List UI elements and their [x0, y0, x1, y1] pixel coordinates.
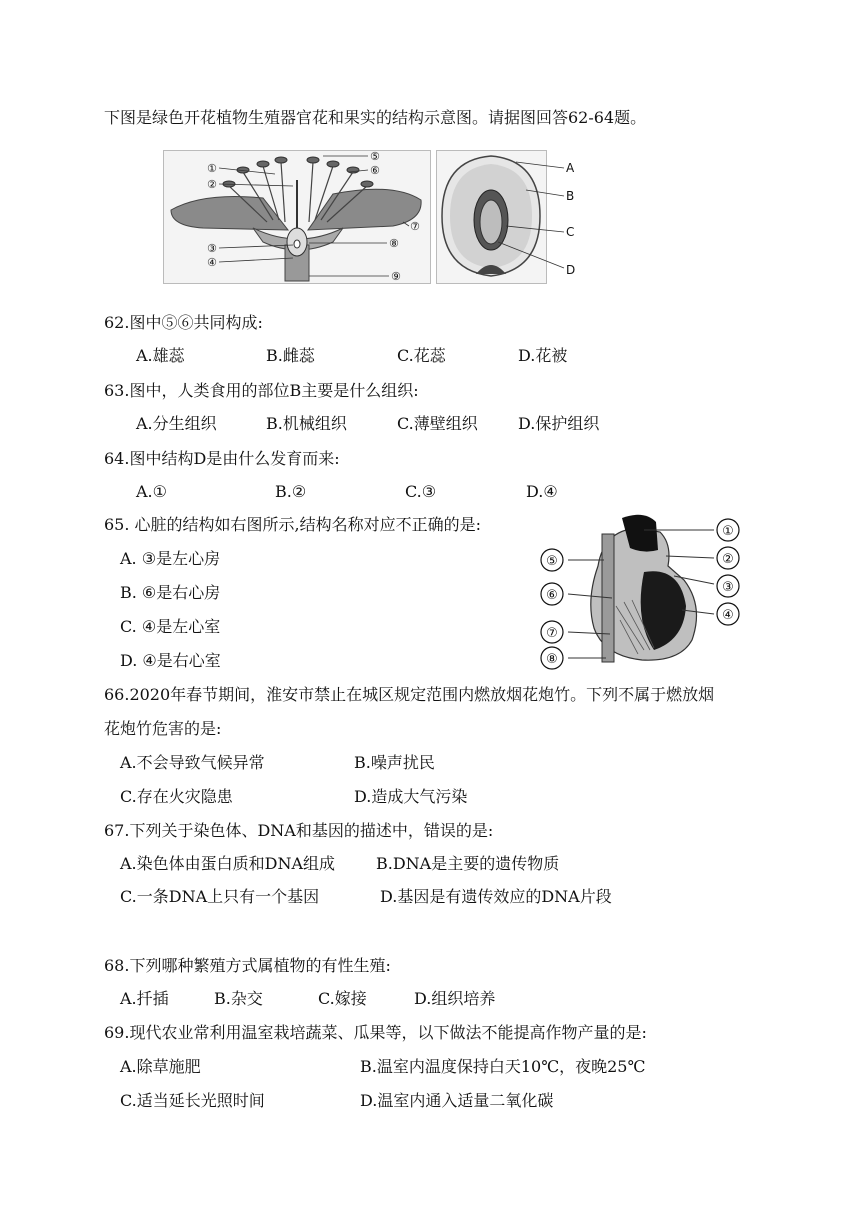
- q68-option-a: A.扦插: [120, 989, 169, 1008]
- q66-option-a: A.不会导致气候异常: [120, 753, 265, 772]
- flower-label-1: ①: [207, 162, 217, 175]
- q66-option-d: D.造成大气污染: [354, 787, 468, 806]
- q63-option-b: B.机械组织: [266, 414, 347, 433]
- heart-label-6: ⑥: [546, 588, 558, 603]
- heart-label-5: ⑤: [546, 554, 558, 569]
- heart-label-1: ①: [722, 524, 734, 539]
- q67-option-c: C.一条DNA上只有一个基因: [120, 887, 320, 906]
- q68-option-c: C.嫁接: [318, 989, 367, 1008]
- q64-option-d: D.④: [526, 482, 558, 501]
- flower-label-9: ⑨: [391, 270, 401, 283]
- q64-option-c: C.③: [405, 482, 437, 501]
- heart-label-7: ⑦: [546, 626, 558, 641]
- question-64-stem: 64.图中结构D是由什么发育而来:: [104, 449, 340, 468]
- q69-option-c: C.适当延长光照时间: [120, 1091, 265, 1110]
- fruit-label-b: B: [566, 189, 575, 203]
- question-69-stem: 69.现代农业常利用温室栽培蔬菜、瓜果等，以下做法不能提高作物产量的是:: [104, 1023, 647, 1042]
- q63-option-c: C.薄壁组织: [397, 414, 478, 433]
- q67-option-b: B.DNA是主要的遗传物质: [376, 854, 560, 873]
- heart-label-8: ⑧: [546, 652, 558, 667]
- flower-label-2: ②: [207, 178, 217, 191]
- question-66-stem-line-2: 花炮竹危害的是:: [104, 719, 222, 738]
- q66-option-b: B.噪声扰民: [354, 753, 435, 772]
- q64-option-a: A.①: [136, 482, 167, 501]
- intro-text: 下图是绿色开花植物生殖器官花和果实的结构示意图。请据图回答62-64题。: [104, 108, 647, 127]
- flower-label-6: ⑥: [370, 164, 380, 177]
- q68-option-b: B.杂交: [214, 989, 263, 1008]
- q68-option-d: D.组织培养: [414, 989, 496, 1008]
- flower-label-5: ⑤: [370, 150, 380, 163]
- question-62-stem: 62.图中⑤⑥共同构成:: [104, 313, 263, 332]
- q69-option-b: B.温室内温度保持白天10℃，夜晚25℃: [360, 1057, 646, 1076]
- q62-option-c: C.花蕊: [397, 346, 446, 365]
- q63-option-d: D.保护组织: [518, 414, 600, 433]
- q69-option-a: A.除草施肥: [120, 1057, 201, 1076]
- flower-label-4: ④: [207, 256, 217, 269]
- fruit-label-a: A: [566, 161, 575, 175]
- flower-label-8: ⑧: [389, 237, 399, 250]
- q67-option-a: A.染色体由蛋白质和DNA组成: [120, 854, 336, 873]
- q62-option-a: A.雄蕊: [136, 346, 185, 365]
- q65-option-a: A. ③是左心房: [120, 549, 221, 568]
- q67-option-d: D.基因是有遗传效应的DNA片段: [380, 887, 612, 906]
- q62-option-b: B.雌蕊: [266, 346, 315, 365]
- fruit-label-d: D: [566, 263, 576, 277]
- question-65-stem: 65. 心脏的结构如右图所示,结构名称对应不正确的是:: [104, 515, 482, 534]
- q65-option-d: D. ④是右心室: [120, 651, 221, 670]
- q66-option-c: C.存在火灾隐患: [120, 787, 233, 806]
- q64-option-b: B.②: [275, 482, 307, 501]
- flower-figure: [163, 150, 431, 284]
- q65-option-b: B. ⑥是右心房: [120, 583, 221, 602]
- q65-option-c: C. ④是左心室: [120, 617, 221, 636]
- q63-option-a: A.分生组织: [136, 414, 217, 433]
- heart-figure: [534, 510, 744, 670]
- flower-label-3: ③: [207, 242, 217, 255]
- question-67-stem: 67.下列关于染色体、DNA和基因的描述中，错误的是:: [104, 821, 494, 840]
- question-66-stem-line-1: 66.2020年春节期间，淮安市禁止在城区规定范围内燃放烟花炮竹。下列不属于燃放烟: [104, 685, 715, 704]
- question-63-stem: 63.图中，人类食用的部位B主要是什么组织:: [104, 381, 419, 400]
- fruit-label-c: C: [566, 225, 575, 239]
- question-68-stem: 68.下列哪种繁殖方式属植物的有性生殖:: [104, 956, 391, 975]
- heart-label-2: ②: [722, 552, 734, 567]
- q62-option-d: D.花被: [518, 346, 568, 365]
- q69-option-d: D.温室内通入适量二氧化碳: [360, 1091, 554, 1110]
- heart-label-3: ③: [722, 580, 734, 595]
- heart-label-4: ④: [722, 608, 734, 623]
- fruit-figure: [436, 150, 584, 284]
- flower-label-7: ⑦: [410, 220, 420, 233]
